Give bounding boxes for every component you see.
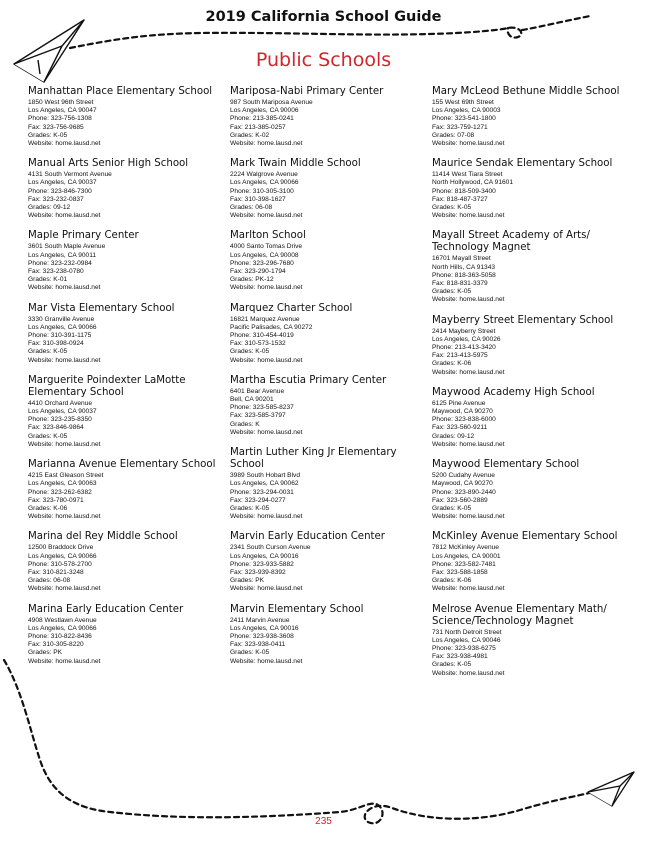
school-detail-line: Fax: 310-573-1532 [230, 340, 286, 348]
school-detail-line: Website: home.lausd.net [28, 356, 101, 364]
school-detail-line: Grades: PK [28, 649, 63, 657]
school-detail-line: Website: home.lausd.net [432, 296, 505, 304]
school-detail-line: Website: home.lausd.net [28, 140, 101, 148]
school-entry [230, 375, 426, 437]
school-detail-line: 12500 Braddock Drive [28, 544, 94, 552]
school-detail-line: Fax: 323-780-0971 [28, 496, 84, 504]
school-name: Mayall Street Academy of Arts/ Technology Magnet [432, 230, 590, 254]
school-detail-line: 155 West 69th Street [432, 99, 494, 106]
school-name: Mar Vista Elementary School [28, 302, 175, 314]
school-entry [230, 303, 426, 365]
school-entry [230, 86, 426, 148]
school-detail-line: Phone: 323-938-3608 [230, 632, 294, 640]
school-detail-line: 4131 South Vermont Avenue [28, 171, 112, 179]
school-detail-line: Phone: 323-294-0031 [230, 488, 294, 496]
school-detail-line: Phone: 818-509-3400 [432, 187, 496, 195]
school-detail-line: Fax: 323-560-2889 [432, 496, 488, 504]
school-name: Manhattan Place Elementary School [28, 86, 213, 97]
school-detail-line: Los Angeles, CA 90016 [230, 552, 299, 560]
school-name: Marianna Avenue Elementary School [28, 459, 216, 471]
school-entry [230, 230, 426, 292]
school-detail-line: 11414 West Tiara Street [432, 171, 503, 179]
school-detail-line: Fax: 323-756-9685 [28, 123, 84, 131]
school-detail-line: Phone: 323-933-5882 [230, 560, 294, 568]
school-entry [230, 604, 426, 666]
school-detail-line: 987 South Mariposa Avenue [230, 99, 313, 106]
school-detail-line: Phone: 310-822-8436 [28, 632, 92, 640]
school-entry [432, 387, 628, 449]
school-detail-line: Grades: K-05 [432, 288, 472, 296]
school-detail-line: Los Angeles, CA 90066 [230, 179, 299, 187]
school-detail-line: Los Angeles, CA 90026 [432, 335, 501, 343]
school-detail-line: Fax: 323-238-0780 [28, 268, 84, 276]
school-detail-line: Grades: K [230, 420, 260, 428]
school-detail-line: Los Angeles, CA 90047 [28, 107, 97, 115]
school-detail-line: Website: home.lausd.net [230, 356, 303, 364]
school-detail-line: 1850 West 96th Street [28, 99, 94, 106]
school-detail-line: Website: home.lausd.net [432, 440, 505, 448]
school-name: Mayberry Street Elementary School [432, 314, 614, 326]
school-detail-line: Grades: K-06 [432, 577, 472, 585]
school-detail-line: Phone: 323-582-7481 [432, 560, 496, 568]
school-detail-line: Fax: 323-560-9211 [432, 424, 488, 432]
school-detail-line: Los Angeles, CA 90037 [28, 408, 97, 416]
school-detail-line: Grades: 09-12 [28, 204, 71, 212]
school-detail-line: Website: home.lausd.net [28, 657, 101, 665]
school-detail-line: Website: home.lausd.net [432, 513, 505, 521]
school-detail-line: Phone: 213-385-0241 [230, 115, 294, 123]
school-detail-line: Phone: 818-363-5058 [432, 271, 496, 279]
school-name: Marguerite Poindexter LaMotte Elementary School [28, 374, 186, 398]
school-detail-line: Website: home.lausd.net [432, 585, 505, 593]
school-name: Martha Escutia Primary Center [230, 374, 387, 386]
school-name: Manual Arts Senior High School [28, 158, 189, 170]
school-detail-line: Website: home.lausd.net [230, 428, 303, 436]
school-name: Maurice Sendak Elementary School [432, 158, 613, 170]
school-detail-line: 4215 East Gleason Street [28, 472, 104, 480]
school-name: Maywood Academy High School [432, 386, 595, 398]
school-detail-line: Grades: K-02 [230, 131, 270, 139]
school-detail-line: Maywood, CA 90270 [432, 480, 493, 488]
school-detail-line: Grades: K-05 [432, 661, 472, 669]
school-name: McKinley Avenue Elementary School [432, 531, 618, 543]
school-detail-line: 16701 Mayall Street [432, 255, 491, 263]
school-detail-line: Website: home.lausd.net [432, 140, 505, 148]
school-detail-line: Fax: 323-585-3797 [230, 412, 286, 420]
school-entry [432, 531, 628, 593]
school-detail-line: Fax: 323-588-1858 [432, 568, 488, 576]
school-entry [230, 158, 426, 220]
school-detail-line: Phone: 323-585-8237 [230, 404, 294, 412]
school-detail-line: Phone: 310-391-1175 [28, 332, 92, 340]
school-detail-line: Grades: 06-08 [28, 577, 71, 585]
school-name: Melrose Avenue Elementary Math/ Science/Technology Magnet [432, 603, 607, 627]
school-detail-line: Maywood, CA 90270 [432, 408, 493, 416]
school-detail-line: Fax: 310-821-3248 [28, 568, 84, 576]
school-detail-line: 6401 Bear Avenue [230, 387, 285, 395]
school-detail-line: Website: home.lausd.net [230, 212, 303, 220]
school-entry [28, 86, 224, 148]
school-entry [230, 447, 426, 521]
school-name: Marvin Elementary School [230, 603, 364, 615]
school-detail-line: Website: home.lausd.net [432, 669, 505, 677]
school-detail-line: Los Angeles, CA 90062 [230, 480, 299, 488]
school-detail-line: Website: home.lausd.net [230, 657, 303, 665]
school-detail-line: Website: home.lausd.net [28, 440, 101, 448]
school-detail-line: Fax: 323-759-1271 [432, 123, 488, 131]
school-detail-line: Fax: 310-398-1627 [230, 195, 286, 203]
school-detail-line: Fax: 323-290-1794 [230, 268, 286, 276]
school-entry [28, 375, 224, 449]
school-detail-line: Phone: 323-235-8350 [28, 416, 92, 424]
school-detail-line: Phone: 310-305-3100 [230, 187, 294, 195]
school-detail-line: Fax: 323-294-0277 [230, 496, 286, 504]
school-detail-line: Fax: 818-487-3727 [432, 195, 488, 203]
school-detail-line: North Hills, CA 91343 [432, 263, 496, 271]
school-detail-line: Grades: K-05 [432, 204, 472, 212]
paper-plane-icon-small [588, 772, 634, 806]
school-detail-line: Los Angeles, CA 90003 [432, 107, 501, 115]
school-detail-line: 4410 Orchard Avenue [28, 399, 93, 407]
school-detail-line: Phone: 323-232-0984 [28, 259, 92, 267]
section-title: Public Schools [255, 49, 392, 71]
school-detail-line: Grades: K-05 [28, 432, 68, 440]
school-entry [432, 604, 628, 678]
school-detail-line: Los Angeles, CA 90066 [28, 552, 97, 560]
school-detail-line: Los Angeles, CA 90063 [28, 480, 97, 488]
school-entry [432, 86, 628, 148]
school-detail-line: Los Angeles, CA 90016 [230, 624, 299, 632]
school-detail-line: Los Angeles, CA 90008 [230, 251, 299, 259]
school-detail-line: Phone: 323-296-7680 [230, 259, 294, 267]
school-detail-line: Los Angeles, CA 90046 [432, 636, 501, 644]
school-name: Martin Luther King Jr Elementary School [230, 447, 397, 471]
school-detail-line: Phone: 310-578-2700 [28, 560, 92, 568]
school-detail-line: Website: home.lausd.net [28, 585, 101, 593]
guide-title: 2019 California School Guide [205, 9, 442, 25]
school-detail-line: Grades: 09-12 [432, 432, 475, 440]
school-entry [432, 158, 628, 220]
school-detail-line: Fax: 213-385-0257 [230, 123, 286, 131]
school-name: Marina Early Education Center [28, 603, 184, 615]
school-detail-line: 4000 Santo Tomas Drive [230, 243, 303, 251]
school-name: Marvin Early Education Center [230, 531, 385, 543]
school-detail-line: Grades: K-05 [28, 348, 68, 356]
school-detail-line: Bell, CA 90201 [230, 396, 274, 404]
school-detail-line: Website: home.lausd.net [230, 284, 303, 292]
school-detail-line: 731 North Detroit Street [432, 628, 502, 636]
school-column-1 [28, 86, 224, 676]
school-detail-line: Website: home.lausd.net [230, 140, 303, 148]
school-detail-line: Phone: 323-890-2440 [432, 488, 496, 496]
school-detail-line: Phone: 323-846-7300 [28, 187, 92, 195]
school-entry [230, 531, 426, 593]
school-entry [28, 303, 224, 365]
school-detail-line: 7812 McKinley Avenue [432, 544, 499, 552]
school-detail-line: Grades: PK [230, 577, 265, 585]
school-detail-line: Website: home.lausd.net [230, 513, 303, 521]
school-detail-line: Phone: 310-454-4019 [230, 332, 294, 340]
school-detail-line: Los Angeles, CA 90037 [28, 179, 97, 187]
school-entry [28, 158, 224, 220]
school-detail-line: 3601 South Maple Avenue [28, 243, 106, 251]
school-detail-line: Fax: 818-831-3379 [432, 280, 488, 288]
school-detail-line: Website: home.lausd.net [432, 212, 505, 220]
school-detail-line: Phone: 323-938-6275 [432, 644, 496, 652]
school-name: Mark Twain Middle School [230, 158, 361, 170]
school-detail-line: Fax: 323-939-8392 [230, 568, 286, 576]
school-entry [432, 230, 628, 304]
school-detail-line: Grades: 06-08 [230, 204, 273, 212]
school-entry [432, 459, 628, 521]
school-column-2 [230, 86, 426, 676]
school-detail-line: Phone: 323-541-1800 [432, 115, 496, 123]
school-detail-line: 2411 Marvin Avenue [230, 616, 290, 624]
school-detail-line: Fax: 323-846-9864 [28, 424, 84, 432]
school-detail-line: 2224 Walgrove Avenue [230, 171, 298, 179]
school-name: Maywood Elementary School [432, 459, 580, 471]
school-name: Mariposa-Nabi Primary Center [230, 86, 384, 97]
school-detail-line: Phone: 323-262-6382 [28, 488, 92, 496]
school-detail-line: Grades: K-05 [28, 131, 68, 139]
school-detail-line: 3989 South Hobart Blvd [230, 472, 301, 480]
school-name: Maple Primary Center [28, 230, 139, 242]
school-detail-line: Los Angeles, CA 90066 [28, 624, 97, 632]
school-column-3 [432, 86, 628, 688]
school-detail-line: 4908 Westlawn Avenue [28, 616, 97, 624]
school-detail-line: Website: home.lausd.net [28, 212, 101, 220]
school-detail-line: Fax: 310-398-0924 [28, 340, 84, 348]
school-detail-line: Website: home.lausd.net [28, 513, 101, 521]
school-detail-line: Fax: 323-938-4981 [432, 653, 488, 661]
school-detail-line: Los Angeles, CA 90011 [28, 251, 97, 259]
school-name: Mary McLeod Bethune Middle School [432, 86, 620, 97]
school-detail-line: North Hollywood, CA 91601 [432, 179, 514, 187]
school-detail-line: Grades: K-05 [230, 348, 270, 356]
school-name: Marquez Charter School [230, 302, 353, 314]
school-detail-line: Grades: K-05 [432, 504, 472, 512]
school-detail-line: Website: home.lausd.net [230, 585, 303, 593]
school-detail-line: Website: home.lausd.net [28, 284, 101, 292]
page-number: 235 [315, 816, 332, 827]
school-detail-line: Phone: 323-838-6000 [432, 416, 496, 424]
school-detail-line: 2414 Mayberry Street [432, 327, 496, 335]
school-detail-line: Pacific Palisades, CA 90272 [230, 323, 313, 331]
school-detail-line: Grades: K-06 [432, 360, 472, 368]
school-detail-line: Fax: 323-938-0411 [230, 641, 286, 649]
school-entry [28, 531, 224, 593]
school-entry [28, 604, 224, 666]
school-entry [432, 315, 628, 377]
school-detail-line: Los Angeles, CA 90006 [230, 107, 299, 115]
school-detail-line: Grades: K-05 [230, 504, 270, 512]
school-detail-line: Fax: 323-232-0837 [28, 195, 84, 203]
school-detail-line: Website: home.lausd.net [432, 368, 505, 376]
school-detail-line: Los Angeles, CA 90066 [28, 323, 97, 331]
school-detail-line: Grades: 07-08 [432, 131, 475, 139]
school-detail-line: Grades: K-01 [28, 276, 68, 284]
school-detail-line: Los Angeles, CA 90001 [432, 552, 501, 560]
school-detail-line: 6125 Pine Avenue [432, 399, 486, 407]
school-entry [28, 230, 224, 292]
school-detail-line: 16821 Marquez Avenue [230, 315, 300, 323]
school-detail-line: Fax: 310-305-8220 [28, 641, 84, 649]
school-detail-line: Grades: K-05 [230, 649, 270, 657]
school-detail-line: Grades: K-06 [28, 504, 68, 512]
school-detail-line: 5200 Cudahy Avenue [432, 472, 495, 480]
school-detail-line: 3330 Granville Avenue [28, 315, 95, 323]
school-entry [28, 459, 224, 521]
school-detail-line: Phone: 213-413-3420 [432, 344, 496, 352]
school-detail-line: Fax: 213-413-5975 [432, 352, 488, 360]
school-detail-line: Grades: PK-12 [230, 276, 274, 284]
school-name: Marina del Rey Middle School [28, 531, 178, 543]
school-name: Marlton School [230, 230, 306, 242]
school-detail-line: Phone: 323-756-1308 [28, 115, 92, 123]
school-detail-line: 2341 South Curson Avenue [230, 544, 311, 552]
